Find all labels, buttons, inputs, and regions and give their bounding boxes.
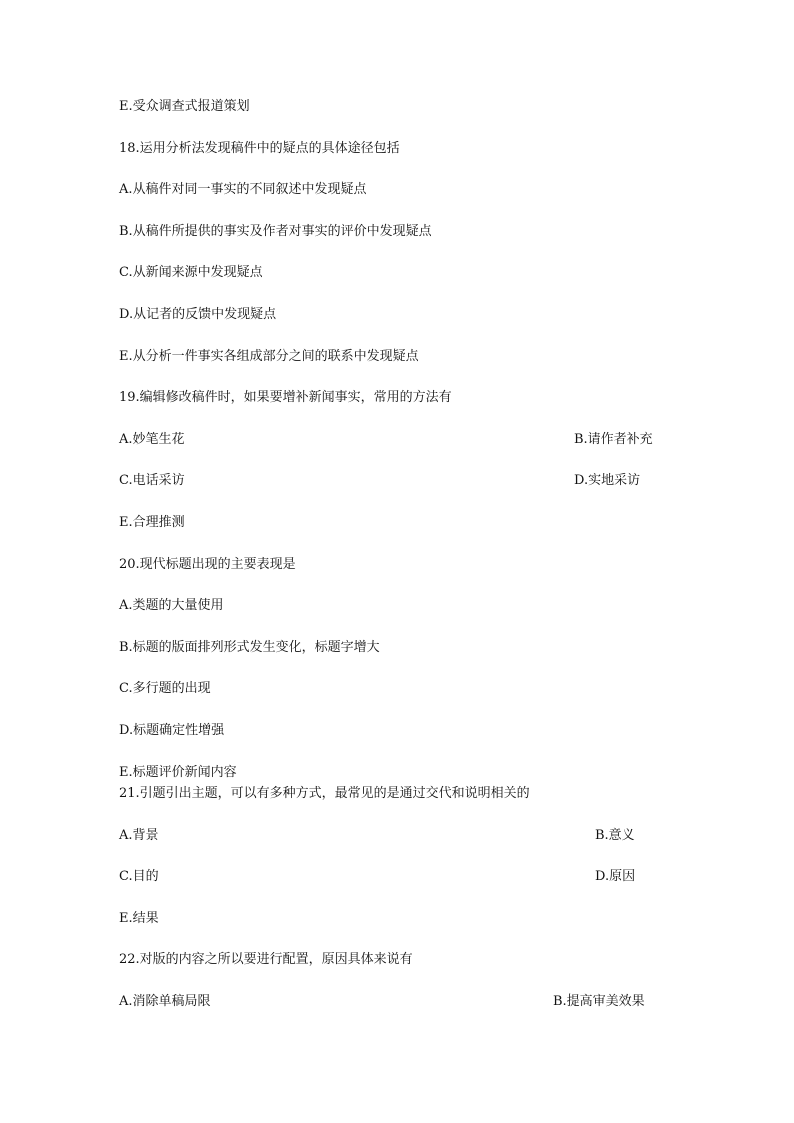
q17-option-e: E.受众调查式报道策划 [119, 99, 250, 114]
q22-question: 22.对版的内容之所以要进行配置，原因具体来说有 [119, 952, 413, 967]
q18-option-a: A.从稿件对同一事实的不同叙述中发现疑点 [119, 182, 367, 197]
q19-option-a: A.妙笔生花 [119, 432, 185, 447]
q19-option-c: C.电话采访 [119, 473, 185, 488]
q18-question: 18.运用分析法发现稿件中的疑点的具体途径包括 [119, 141, 400, 156]
q20-question: 20.现代标题出现的主要表现是 [119, 557, 296, 572]
q19-option-e: E.合理推测 [119, 515, 185, 530]
q21-option-c: C.目的 [119, 869, 159, 884]
q19-option-b: B.请作者补充 [574, 432, 653, 447]
q20-option-e: E.标题评价新闻内容 [119, 765, 237, 780]
q21-option-d: D.原因 [595, 869, 636, 884]
q18-option-d: D.从记者的反馈中发现疑点 [119, 307, 277, 322]
q20-option-b: B.标题的版面排列形式发生变化，标题字增大 [119, 640, 380, 655]
q18-option-b: B.从稿件所提供的事实及作者对事实的评价中发现疑点 [119, 224, 432, 239]
q22-option-b: B.提高审美效果 [553, 994, 645, 1009]
q18-option-e: E.从分析一件事实各组成部分之间的联系中发现疑点 [119, 349, 419, 364]
q21-question: 21.引题引出主题，可以有多种方式，最常见的是通过交代和说明相关的 [119, 786, 530, 801]
q20-option-c: C.多行题的出现 [119, 681, 211, 696]
q20-option-a: A.类题的大量使用 [119, 598, 224, 613]
q19-option-d: D.实地采访 [574, 473, 641, 488]
q21-option-e: E.结果 [119, 911, 159, 926]
q18-option-c: C.从新闻来源中发现疑点 [119, 265, 263, 280]
q21-option-a: A.背景 [119, 828, 159, 843]
q21-option-b: B.意义 [595, 828, 635, 843]
q19-question: 19.编辑修改稿件时，如果要增补新闻事实，常用的方法有 [119, 390, 452, 405]
q22-option-a: A.消除单稿局限 [119, 994, 211, 1009]
q20-option-d: D.标题确定性增强 [119, 723, 225, 738]
